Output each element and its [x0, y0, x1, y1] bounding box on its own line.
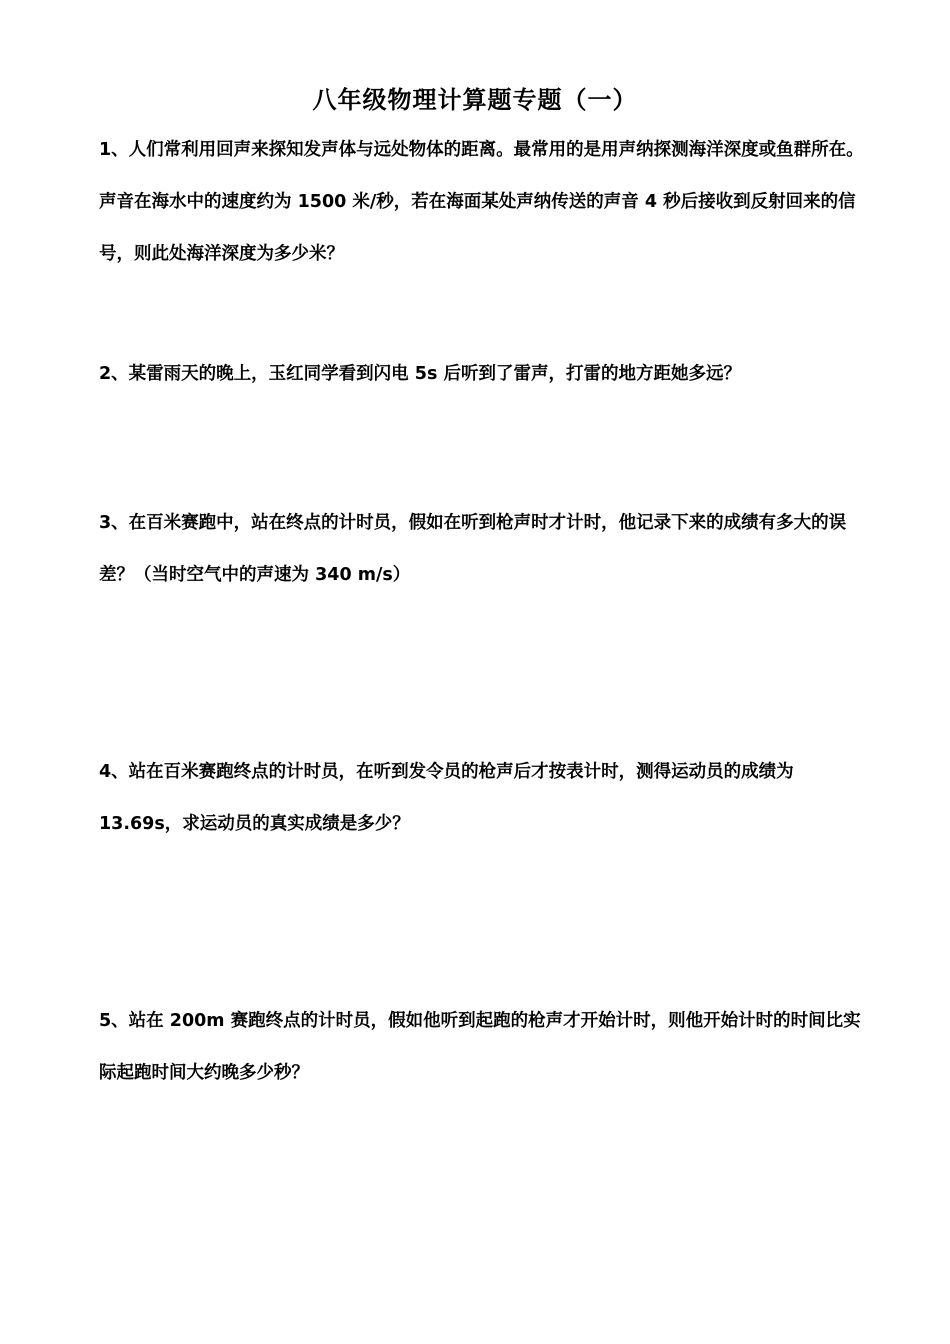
question-5: 5、站在 200m 赛跑终点的计时员，假如他听到起跑的枪声才开始计时，则他开始计时的时间比实际起跑时间大约晚多少秒？	[99, 1011, 861, 1083]
question-4: 4、站在百米赛跑终点的计时员，在听到发令员的枪声后才按表计时，测得运动员的成绩为 13.69s，求运动员的真实成绩是多少？	[99, 762, 794, 834]
question-3: 3、在百米赛跑中，站在终点的计时员，假如在听到枪声时才计时，他记录下来的成绩有多大的误差？（当时空气中的声速为 340 m/s）	[99, 513, 847, 585]
question-1: 1、人们常利用回声来探知发声体与远处物体的距离。最常用的是用声纳探测海洋深度或鱼群所在。声音在海水中的速度约为 1500 米/秒，若在海面某处声纳传送的声音 4 秒后接收到反射回来的信号，则此处海洋深度为多少米？	[99, 140, 864, 264]
question-2: 2、某雷雨天的晚上，玉红同学看到闪电 5s 后听到了雷声，打雷的地方距她多远？	[99, 364, 741, 384]
document-title: 八年级物理计算题专题（一）	[312, 86, 638, 114]
